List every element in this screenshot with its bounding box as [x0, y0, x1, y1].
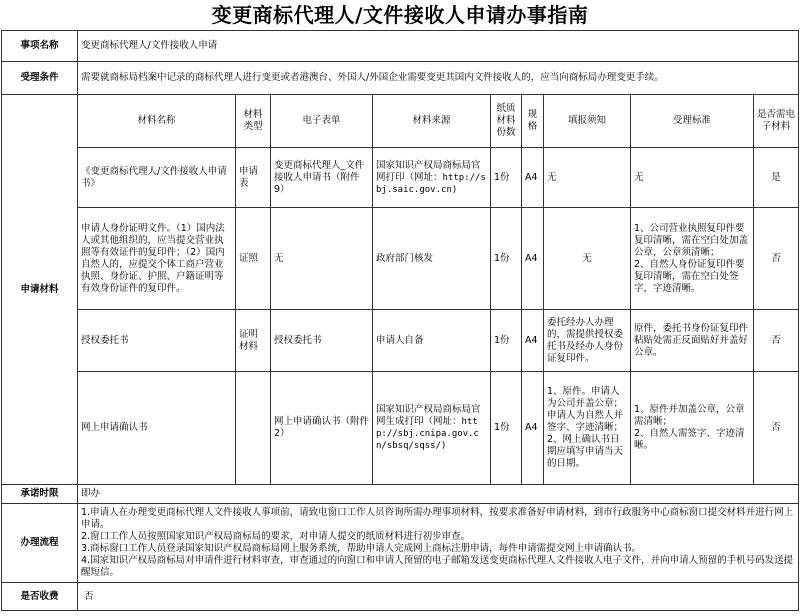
material-type: 证明材料: [236, 310, 271, 372]
header-acceptance-standard: 受理标准: [631, 95, 754, 148]
guide-table: [1, 30, 799, 611]
source-url-link[interactable]: http://sbj.cnipa.gov.cn/sbsq/sqss/): [376, 417, 479, 451]
conditions-value: 需要就商标局档案中记录的商标代理人进行变更或者港澳台、外国人/外国企业需要变更其国内文件接收人的，应当向商标局办理变更手续。: [78, 62, 799, 95]
material-electronic: 否: [754, 372, 799, 485]
page-title: 变更商标代理人/文件接收人申请办事指南: [211, 3, 589, 27]
conditions-label: 受理条件: [2, 62, 78, 95]
material-copies: 1份: [491, 208, 522, 310]
fee-label: 是否收费: [2, 583, 78, 611]
header-electronic-form: 电子表单: [271, 95, 373, 148]
material-type: 申请表: [236, 148, 271, 208]
material-name: 网上申请确认书: [78, 372, 236, 485]
source-url-link[interactable]: http://sbj.saic.gov.cn): [376, 172, 486, 195]
material-electronic: 否: [754, 208, 799, 310]
material-copies: 1份: [491, 372, 522, 485]
header-material-source: 材料来源: [373, 95, 491, 148]
material-source: [373, 148, 491, 208]
header-paper-copies: 纸质材料份数: [491, 95, 522, 148]
materials-header-row: [2, 95, 799, 148]
material-standard: 1、原件并加盖公章，公章需清晰； 2、自然人需签字、字迹清晰。: [631, 372, 754, 485]
header-spec: 规格: [522, 95, 544, 148]
material-standard: 无: [631, 148, 754, 208]
source-text: 国家知识产权局商标局官网生成打印（网址：: [376, 404, 481, 427]
material-name: 授权委托书: [78, 310, 236, 372]
material-type: 证照: [236, 208, 271, 310]
material-source: 申请人自备: [373, 310, 491, 372]
time-limit-label: 承诺时限: [2, 485, 78, 504]
material-copies: 1份: [491, 310, 522, 372]
row-fee: [2, 583, 799, 611]
item-name-value: 变更商标代理人/文件接收人申请: [78, 31, 799, 62]
material-electronic: 否: [754, 310, 799, 372]
material-source: 政府部门核发: [373, 208, 491, 310]
material-copies: 1份: [491, 148, 522, 208]
material-form: 无: [271, 208, 373, 310]
row-time-limit: [2, 485, 799, 504]
material-form[interactable]: 网上申请确认书（附件2）: [271, 372, 373, 485]
process-step: 4.国家知识产权局商标局对申请件进行材料审查，审查通过的向窗口和申请人预留的电子邮箱发送变更商标代理人文件接收人电子文件，并向申请人预留的手机号码发送提醒短信。: [81, 555, 794, 578]
material-spec: A4: [522, 372, 544, 485]
material-electronic: 是: [754, 148, 799, 208]
material-row: [2, 208, 799, 310]
header-electronic-required: 是否需电子材料: [754, 95, 799, 148]
process-label: 办理流程: [2, 504, 78, 583]
source-text: 国家知识产权局商标局官网打印（网址：: [376, 159, 481, 183]
row-process: [2, 504, 799, 583]
material-notes: 无: [544, 148, 631, 208]
item-name-label: 事项名称: [2, 31, 78, 62]
material-row: [2, 310, 799, 372]
material-name: 申请人身份证明文件。（1）国内法人或其他组织的，应当提交营业执照等有效证件的复印件；（2）国内自然人的，应提交个体工商户营业执照、身份证、护照、户籍证明等有效身份证件的复印件。: [78, 208, 236, 310]
material-notes: 无: [544, 208, 631, 310]
material-notes: 1、原件。申请人为公司并盖公章；申请人为自然人并签字、字迹清晰； 2、网上确认书日期应填写申请当天的日期。: [544, 372, 631, 485]
row-conditions: [2, 62, 799, 95]
material-row: [2, 372, 799, 485]
materials-label: 申请材料: [2, 95, 78, 485]
process-step: 3.商标窗口工作人员登录国家知识产权局商标局网上服务系统，帮助申请人完成网上商标注册申请，每件申请需提交网上申请确认书。: [81, 543, 642, 554]
header-material-type: 材料类型: [236, 95, 271, 148]
material-row: [2, 148, 799, 208]
process-step: 1.申请人在办理变更商标代理人文件接收人事项前，请致电窗口工作人员咨询所需办理事项材料，按要求准备好申请材料，到市行政服务中心商标窗口提交材料并进行网上申请。: [81, 507, 794, 530]
material-form[interactable]: 变更商标代理人_文件接收人申请书（附件9）: [271, 148, 373, 208]
process-steps: [78, 504, 799, 583]
material-name: 《变更商标代理人/文件接收人申请书》: [78, 148, 236, 208]
header-material-name: 材料名称: [78, 95, 236, 148]
fee-value: 否: [78, 583, 799, 611]
material-standard: 原件，委托书身份证复印件粘贴处需正反面贴好并盖好公章。: [631, 310, 754, 372]
row-item-name: [2, 31, 799, 62]
material-form: 授权委托书: [271, 310, 373, 372]
material-notes: 委托经办人办理的，需提供授权委托书及经办人身份证复印件。: [544, 310, 631, 372]
material-type: [236, 372, 271, 485]
material-spec: A4: [522, 310, 544, 372]
time-limit-value: 即办: [78, 485, 799, 504]
material-spec: A4: [522, 208, 544, 310]
material-standard: 1、公司营业执照复印件要复印清晰，需在空白处加盖公章，公章须清晰； 2、自然人身份证复印件要复印清晰，需在空白处签字，字迹清晰。: [631, 208, 754, 310]
material-source: [373, 372, 491, 485]
header-fill-notes: 填报须知: [544, 95, 631, 148]
process-step: 2.窗口工作人员按照国家知识产权局商标局的要求，对申请人提交的纸质材料进行初步审查。: [81, 531, 471, 542]
material-spec: A4: [522, 148, 544, 208]
